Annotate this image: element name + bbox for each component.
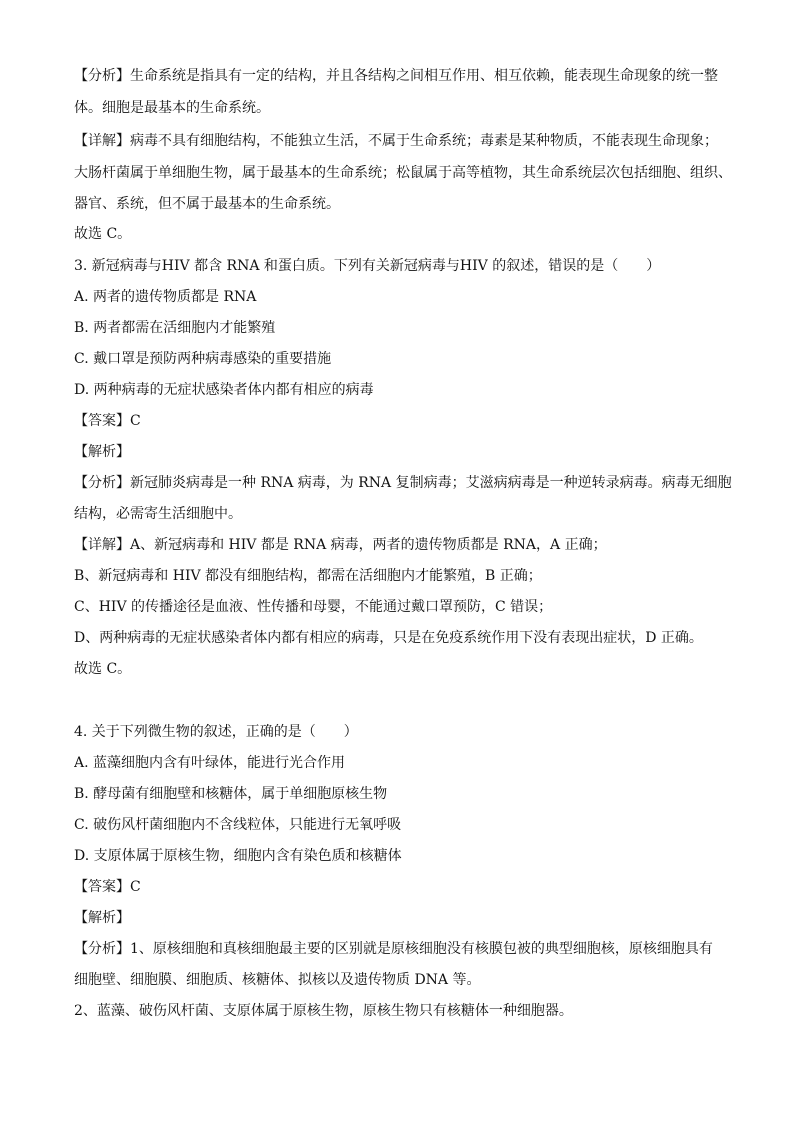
q4-option-a: A. 蓝藻细胞内含有叶绿体，能进行光合作用 [74,755,346,771]
q4-analysis-line3: 2、蓝藻、破伤风杆菌、支原体属于原核生物，原核生物只有核糖体一种细胞器。 [74,1003,573,1019]
question-3: 3. 新冠病毒与HIV 都含 RNA 和蛋白质。下列有关新冠病毒与HIV 的叙述，错误的是（ ） [74,258,661,274]
q3-option-a: A. 两者的遗传物质都是 RNA [74,289,257,305]
q3-option-b: B. 两者都需在活细胞内才能繁殖 [74,320,276,336]
analysis-q2-line2: 体。细胞是最基本的生命系统。 [74,100,270,116]
q3-analysis-line2: 结构，必需寄生活细胞中。 [74,506,242,522]
q3-explanation-d: D、两种病毒的无症状感染者体内都有相应的病毒，只是在免疫系统作用下没有表现出症状，D 正确。 [74,630,703,646]
analysis-q2-line1: 【分析】生命系统是指具有一定的结构，并且各结构之间相互作用、相互依赖，能表现生命现象的统一整 [74,68,718,84]
q4-solution-heading: 【解析】 [74,910,130,926]
q3-explanation-a: 【详解】A、新冠病毒和 HIV 都是 RNA 病毒，两者的遗传物质都是 RNA，A 正确； [74,537,607,553]
q3-choice: 故选 C。 [74,661,132,677]
q3-explanation-c: C、HIV 的传播途径是血液、性传播和母婴，不能通过戴口罩预防，C 错误； [74,599,553,615]
question-4: 4. 关于下列微生物的叙述，正确的是（ ） [74,724,358,740]
explanation-q2-line2: 大肠杆菌属于单细胞生物，属于最基本的生命系统；松鼠属于高等植物，其生命系统层次包括细胞、组织、 [74,165,732,181]
q3-analysis-line1: 【分析】新冠肺炎病毒是一种 RNA 病毒，为 RNA 复制病毒；艾滋病病毒是一种逆转录病毒。病毒无细胞 [74,475,732,491]
q4-analysis-line2: 细胞壁、细胞膜、细胞质、核糖体、拟核以及遗传物质 DNA 等。 [74,972,481,988]
q4-analysis-line1: 【分析】1、原核细胞和真核细胞最主要的区别就是原核细胞没有核膜包被的典型细胞核，原核细胞具有 [74,941,713,957]
explanation-q2-line1: 【详解】病毒不具有细胞结构，不能独立生活，不属于生命系统；毒素是某种物质，不能表现生命现象； [74,133,718,149]
q4-option-c: C. 破伤风杆菌细胞内不含线粒体，只能进行无氧呼吸 [74,817,402,833]
q4-option-b: B. 酵母菌有细胞壁和核糖体，属于单细胞原核生物 [74,786,388,802]
q3-explanation-b: B、新冠病毒和 HIV 都没有细胞结构，都需在活细胞内才能繁殖，B 正确； [74,568,542,584]
q4-option-d: D. 支原体属于原核生物，细胞内含有染色质和核糖体 [74,848,402,864]
choice-q2: 故选 C。 [74,226,132,242]
q3-answer: 【答案】C [74,413,141,429]
q3-option-c: C. 戴口罩是预防两种病毒感染的重要措施 [74,351,332,367]
q3-option-d: D. 两种病毒的无症状感染者体内都有相应的病毒 [74,382,374,398]
q3-solution-heading: 【解析】 [74,444,130,460]
explanation-q2-line3: 器官、系统，但不属于最基本的生命系统。 [74,196,340,212]
q4-answer: 【答案】C [74,879,141,895]
